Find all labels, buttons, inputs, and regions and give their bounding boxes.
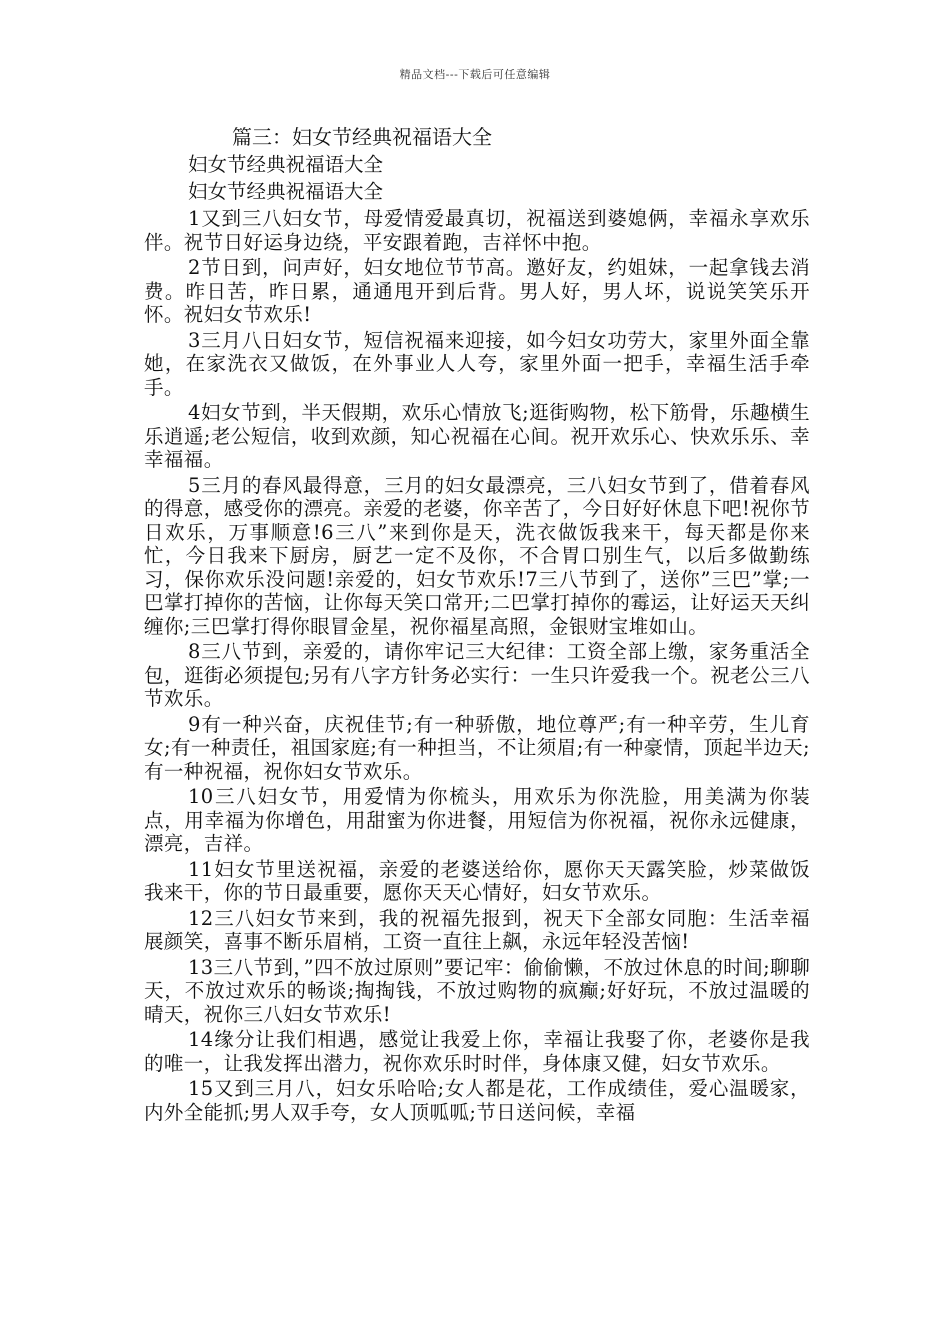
paragraph: 14缘分让我们相遇，感觉让我爱上你，幸福让我娶了你，老婆你是我的唯一，让我发挥出潜力，祝你欢乐时时伴，身体康又健，妇女节欢乐。 (144, 1028, 810, 1075)
paragraph: 9有一种兴奋，庆祝佳节;有一种骄傲，地位尊严;有一种辛劳，生儿育女;有一种责任，祖国家庭;有一种担当，不让须眉;有一种豪情，顶起半边天;有一种祝福，祝你妇女节欢乐。 (144, 712, 810, 783)
paragraph: 1又到三八妇女节，母爱情爱最真切，祝福送到婆媳俩，幸福永享欢乐伴。祝节日好运身边绕，平安跟着跑，吉祥怀中抱。 (144, 207, 810, 254)
paragraph: 13三八节到，”四不放过原则”要记牢：偷偷懒，不放过休息的时间;聊聊天，不放过欢乐的畅谈;掏掏钱，不放过购物的疯癫;好好玩，不放过温暖的晴天，祝你三八妇女节欢乐! (144, 955, 810, 1026)
paragraph: 12三八妇女节来到，我的祝福先报到，祝天下全部女同胞：生活幸福展颜笑，喜事不断乐眉梢，工资一直往上飙，永远年轻没苦恼! (144, 906, 810, 953)
paragraph: 10三八妇女节，用爱情为你梳头，用欢乐为你洗脸，用美满为你装点，用幸福为你增色，用甜蜜为你进餐，用短信为你祝福，祝你永远健康，漂亮，吉祥。 (144, 785, 810, 855)
paragraph: 3三月八日妇女节，短信祝福来迎接，如今妇女功劳大，家里外面全靠她，在家洗衣又做饭，在外事业人人夸，家里外面一把手，幸福生活手牵手。 (144, 328, 810, 399)
subtitle: 妇女节经典祝福语大全 (188, 180, 384, 203)
paragraph: 11妇女节里送祝福，亲爱的老婆送给你，愿你天天露笑脸，炒菜做饭我来干，你的节日最重要，愿你天天心情好，妇女节欢乐。 (144, 857, 810, 904)
document-title: 篇三：妇女节经典祝福语大全 (232, 125, 492, 149)
paragraph: 2节日到，问声好，妇女地位节节高。邀好友，约姐妹，一起拿钱去消费。昨日苦，昨日累，通通甩开到后背。男人好，男人坏，说说笑笑乐开怀。祝妇女节欢乐! (144, 256, 810, 326)
paragraph: 8三八节到，亲爱的，请你牢记三大纪律：工资全部上缴，家务重活全包，逛街必须提包;另有八字方针务必实行：一生只许爱我一个。祝老公三八节欢乐。 (144, 640, 810, 710)
paragraph: 5三月的春风最得意，三月的妇女最漂亮，三八妇女节到了，借着春风的得意，感受你的漂亮。亲爱的老婆，你辛苦了，今日好好休息下吧!祝你节日欢乐，万事顺意!6三八”来到你是天，洗衣做饭我来干，每天都是你来忙，今日我来下厨房，厨艺一定不及你，不合胃口别生气，以后多做勤练习，保你欢乐没问题!亲爱的，妇女节欢乐!7三八节到了，送你”三巴”掌;一巴掌打掉你的苦恼，让你每天笑口常开;二巴掌打掉你的霉运，让好运天天纠缠你;三巴掌打得你眼冒金星，祝你福星高照，金银财宝堆如山。 (144, 473, 810, 638)
subtitle: 妇女节经典祝福语大全 (188, 153, 384, 176)
paragraph: 4妇女节到，半天假期，欢乐心情放飞;逛街购物，松下筋骨，乐趣横生乐逍遥;老公短信，收到欢颜，知心祝福在心间。祝开欢乐心、快欢乐乐、幸幸福福。 (144, 401, 810, 471)
document-body (144, 124, 810, 1124)
header-note: 精品文档---下载后可任意编辑 (399, 68, 551, 81)
paragraph: 15又到三月八，妇女乐哈哈;女人都是花，工作成绩佳，爱心温暖家，内外全能抓;男人双手夸，女人顶呱呱;节日送问候，幸福 (144, 1077, 810, 1124)
